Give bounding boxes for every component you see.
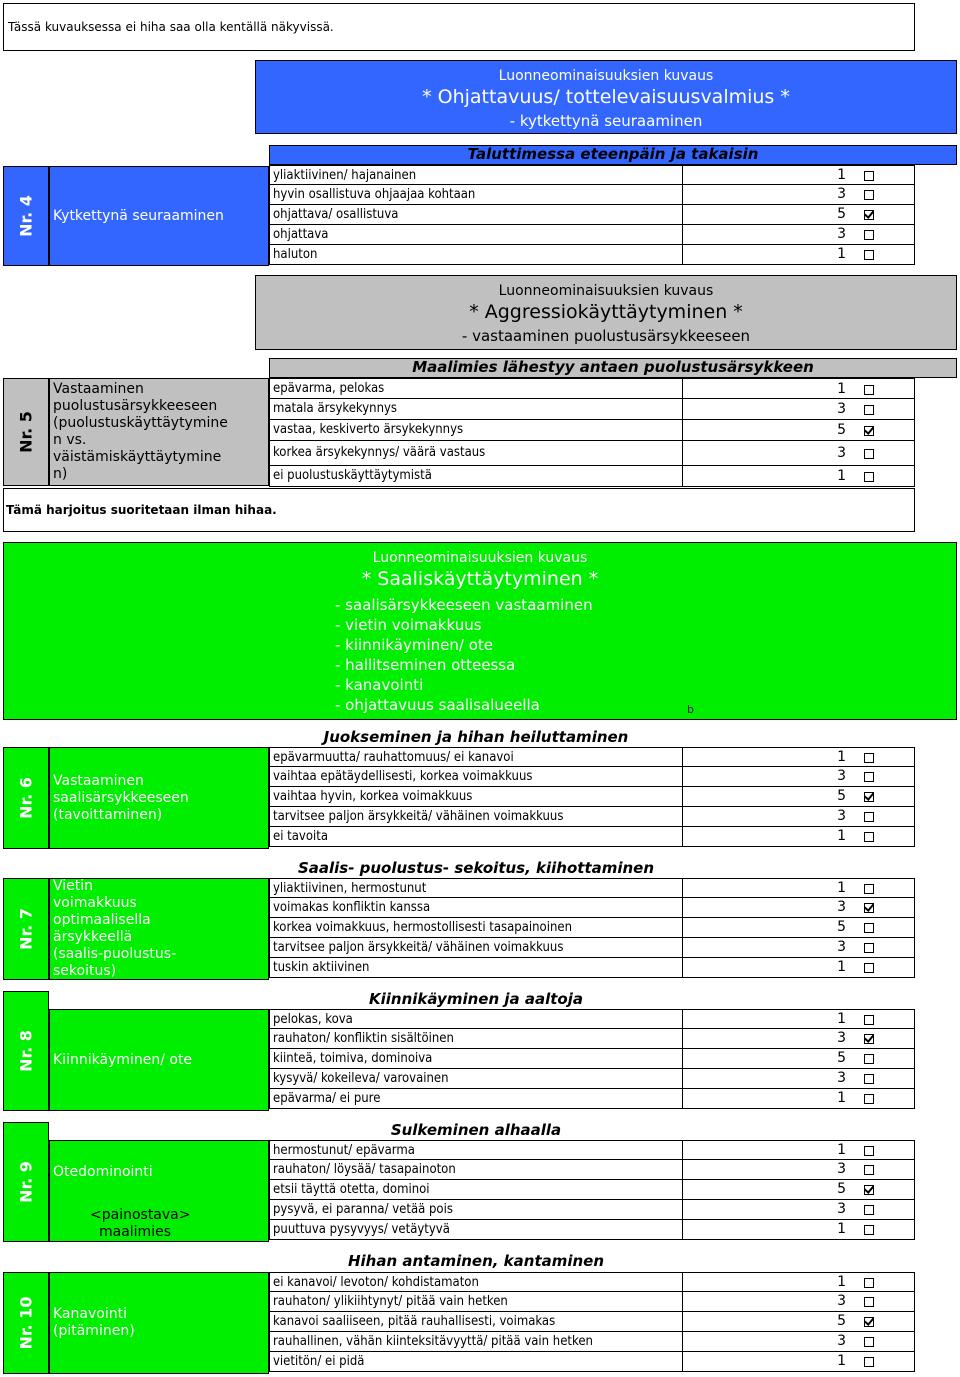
nr-9-box — [3, 1122, 49, 1242]
rating-score: 5 — [837, 1050, 846, 1066]
rating-row-text: matala ärsykekynnys — [269, 399, 683, 420]
rating-row-score-cell — [683, 1140, 915, 1160]
rating-row-score-cell — [683, 1009, 915, 1029]
rating-row-text: pysyvä, ei paranna/ vetää pois — [269, 1200, 683, 1220]
rating-row-text: etsii täyttä otetta, dominoi — [269, 1180, 683, 1200]
rating-score: 1 — [837, 749, 846, 765]
rating-score: 3 — [837, 899, 846, 915]
section-6-title: Juokseminen ja hihan heiluttaminen — [323, 728, 629, 746]
rating-score: 1 — [837, 246, 846, 262]
rating-row-score-cell — [683, 466, 915, 487]
rating-row-text: pelokas, kova — [269, 1009, 683, 1029]
checkbox[interactable] — [864, 1278, 874, 1288]
rating-row-score-cell — [683, 1272, 915, 1292]
rating-row-text: tarvitsee paljon ärsykkeitä/ vähäinen voimakkuus — [269, 938, 683, 958]
rating-row-score-cell — [683, 938, 915, 958]
checkbox[interactable] — [864, 171, 874, 181]
banner-heading: Luonneominaisuuksien kuvaus — [498, 68, 714, 84]
rating-row-score-cell — [683, 378, 915, 399]
checked-checkbox[interactable] — [864, 903, 874, 913]
rating-score: 1 — [837, 959, 846, 975]
checkbox[interactable] — [864, 250, 874, 260]
checkbox[interactable] — [864, 943, 874, 953]
rating-score: 3 — [837, 1293, 846, 1309]
rating-row-text: rauhaton/ löysää/ tasapainoton — [269, 1160, 683, 1180]
rating-row-text: kanavoi saaliiseen, pitää rauhallisesti, voimakas — [269, 1312, 683, 1332]
rating-score: 3 — [837, 768, 846, 784]
rating-row-text: epävarma, pelokas — [269, 378, 683, 399]
rating-row-score-cell — [683, 878, 915, 898]
rating-score: 1 — [837, 468, 846, 484]
checked-checkbox[interactable] — [864, 1317, 874, 1327]
rating-row-text: vastaa, keskiverto ärsykekynnys — [269, 420, 683, 441]
category-8-label: Kiinnikäyminen/ ote — [53, 1051, 193, 1068]
rating-score: 3 — [837, 939, 846, 955]
section-9-title: Sulkeminen alhaalla — [390, 1121, 562, 1139]
rating-row-text: yliaktiivinen/ hajanainen — [269, 165, 683, 185]
rating-score: 1 — [837, 1221, 846, 1237]
category-7-box — [49, 878, 269, 980]
category-10-label: Kanavointi (pitäminen) — [53, 1306, 135, 1339]
rating-row-text: haluton — [269, 245, 683, 265]
rating-row-text: korkea voimakkuus, hermostollisesti tasapainoinen — [269, 918, 683, 938]
rating-row-score-cell — [683, 1352, 915, 1372]
checkbox[interactable] — [864, 1074, 874, 1084]
checkbox[interactable] — [864, 923, 874, 933]
checked-checkbox[interactable] — [864, 210, 874, 220]
banner-bullet: - hallitseminen otteessa — [335, 656, 516, 674]
checkbox[interactable] — [864, 1094, 874, 1104]
rating-row-text: tuskin aktiivinen — [269, 958, 683, 978]
banner-saalis — [3, 542, 957, 720]
category-4-box — [49, 166, 269, 266]
rating-score: 1 — [837, 828, 846, 844]
rating-row-score-cell — [683, 205, 915, 225]
rating-score: 3 — [837, 186, 846, 202]
rating-row-score-cell — [683, 245, 915, 265]
checkbox[interactable] — [864, 1357, 874, 1367]
rating-score: 5 — [837, 1181, 846, 1197]
category-9-box — [49, 1140, 269, 1242]
rating-row-text: epävarmuutta/ rauhattomuus/ ei kanavoi — [269, 747, 683, 767]
checkbox[interactable] — [864, 1337, 874, 1347]
rating-row-text: vaihtaa epätäydellisesti, korkea voimakkuus — [269, 767, 683, 787]
rating-row-text: rauhaton/ konfliktin sisältöinen — [269, 1029, 683, 1049]
category-5-label: Vastaaminen puolustusärsykkeeseen (puolustuskäyttäytymine n vs. väistämiskäyttäytymine n) — [53, 381, 228, 482]
checkbox[interactable] — [864, 1054, 874, 1064]
rating-row-text: tarvitsee paljon ärsykkeitä/ vähäinen voimakkuus — [269, 807, 683, 827]
rating-score: 1 — [837, 1142, 846, 1158]
rating-row-score-cell — [683, 441, 915, 466]
category-8-box — [49, 1009, 269, 1111]
nr-5-box — [3, 378, 49, 486]
rating-row-score-cell — [683, 1312, 915, 1332]
rating-row-score-cell — [683, 1292, 915, 1312]
banner-ohjattavuus — [255, 60, 957, 134]
banner-bullet: - kytkettynä seuraaminen — [509, 112, 703, 130]
rating-score: 3 — [837, 401, 846, 417]
rating-row-text: rauhaton/ ylikiihtynyt/ pitää vain hetken — [269, 1292, 683, 1312]
banner-heading: Luonneominaisuuksien kuvaus — [498, 283, 714, 299]
checkbox[interactable] — [864, 449, 874, 459]
top-note — [3, 3, 915, 51]
rating-score: 3 — [837, 808, 846, 824]
rating-row-score-cell — [683, 185, 915, 205]
checkbox[interactable] — [864, 472, 874, 482]
rating-score: 1 — [837, 1353, 846, 1369]
section-7-title: Saalis- puolustus- sekoitus, kiihottaminen — [297, 859, 655, 877]
checkbox[interactable] — [864, 884, 874, 894]
checked-checkbox[interactable] — [864, 426, 874, 436]
rating-score: 3 — [837, 445, 846, 461]
rating-score: 3 — [837, 1333, 846, 1349]
category-7-label: Vietin voimakkuus optimaalisella ärsykkeellä (saalis-puolustus-sekoitus) — [53, 878, 177, 979]
rating-row-score-cell — [683, 420, 915, 441]
rating-row-text: kysyvä/ kokeileva/ varovainen — [269, 1069, 683, 1089]
banner-heading: Luonneominaisuuksien kuvaus — [372, 550, 588, 566]
rating-row-score-cell — [683, 958, 915, 978]
nr-5-label: Nr. 5 — [16, 411, 36, 453]
rating-row-score-cell — [683, 1220, 915, 1240]
rating-row-text: ohjattava/ osallistuva — [269, 205, 683, 225]
checked-checkbox[interactable] — [864, 1034, 874, 1044]
checkbox[interactable] — [864, 230, 874, 240]
category-10-box — [49, 1272, 269, 1374]
rating-score: 1 — [837, 880, 846, 896]
rating-row-text: ohjattava — [269, 225, 683, 245]
checkbox[interactable] — [864, 190, 874, 200]
rating-row-score-cell — [683, 1089, 915, 1109]
rating-row-score-cell — [683, 1160, 915, 1180]
checkbox[interactable] — [864, 385, 874, 395]
rating-score: 5 — [837, 788, 846, 804]
checkbox[interactable] — [864, 1015, 874, 1025]
banner-bullet: - kiinnikäyminen/ ote — [335, 636, 494, 654]
category-6-box — [49, 747, 269, 849]
rating-row-score-cell — [683, 1200, 915, 1220]
rating-row-score-cell — [683, 827, 915, 847]
rating-score: 5 — [837, 919, 846, 935]
rating-score: 1 — [837, 167, 846, 183]
nr-10-label: Nr. 10 — [16, 1296, 36, 1350]
nr-6-box — [3, 747, 49, 849]
checkbox[interactable] — [864, 812, 874, 822]
checkbox[interactable] — [864, 753, 874, 763]
rating-score: 3 — [837, 226, 846, 242]
rating-row-score-cell — [683, 1049, 915, 1069]
rating-row-text: hermostunut/ epävarma — [269, 1140, 683, 1160]
rating-row-score-cell — [683, 225, 915, 245]
rating-row-score-cell — [683, 787, 915, 807]
top-note-text: Tässä kuvauksessa ei hiha saa olla kentällä näkyvissä. — [8, 20, 334, 34]
banner-bullet: - vastaaminen puolustusärsykkeeseen — [461, 327, 751, 345]
checkbox[interactable] — [864, 1165, 874, 1175]
rating-score: 5 — [837, 1313, 846, 1329]
banner-title: * Ohjattavuus/ tottelevaisuusvalmius * — [422, 86, 790, 108]
rating-row-text: rauhallinen, vähän kiinteksitävyyttä/ pitää vain hetken — [269, 1332, 683, 1352]
rating-row-text: korkea ärsykekynnys/ väärä vastaus — [269, 441, 683, 466]
rating-score: 1 — [837, 1274, 846, 1290]
banner-title: * Aggressiokäyttäytyminen * — [469, 301, 743, 323]
category-4-label: Kytkettynä seuraaminen — [53, 207, 224, 224]
rating-row-score-cell — [683, 399, 915, 420]
nr-9-label: Nr. 9 — [16, 1161, 36, 1203]
rating-row-text: hyvin osallistuva ohjaajaa kohtaan — [269, 185, 683, 205]
rating-row-text: vietitön/ ei pidä — [269, 1352, 683, 1372]
checkbox[interactable] — [864, 1297, 874, 1307]
checked-checkbox[interactable] — [864, 1185, 874, 1195]
b-mark: b — [687, 703, 694, 716]
rating-score: 3 — [837, 1030, 846, 1046]
mid-note — [3, 488, 915, 532]
category-9-sublabel: <painostava> maalimies — [90, 1207, 191, 1240]
banner-aggressio — [255, 275, 957, 350]
category-9-label: Otedominointi — [53, 1164, 153, 1180]
banner-title: * Saaliskäyttäytyminen * — [361, 568, 599, 590]
rating-row-score-cell — [683, 1029, 915, 1049]
rating-row-score-cell — [683, 1332, 915, 1352]
rating-row-score-cell — [683, 747, 915, 767]
checkbox[interactable] — [864, 1146, 874, 1156]
category-5-box — [49, 378, 269, 486]
rating-score: 3 — [837, 1161, 846, 1177]
rating-score: 1 — [837, 381, 846, 397]
nr-7-box — [3, 878, 49, 980]
checkbox[interactable] — [864, 405, 874, 415]
category-6-label: Vastaaminen saalisärsykkeeseen (tavoittaminen) — [53, 772, 189, 823]
checkbox[interactable] — [864, 1205, 874, 1215]
rating-row-text: epävarma/ ei pure — [269, 1089, 683, 1109]
rating-row-score-cell — [683, 807, 915, 827]
rating-row-text: ei puolustuskäyttäytymistä — [269, 466, 683, 487]
checkbox[interactable] — [864, 963, 874, 973]
nr-10-box — [3, 1272, 49, 1374]
nr-8-label: Nr. 8 — [16, 1030, 36, 1072]
rating-row-score-cell — [683, 767, 915, 787]
banner-bullet: - saalisärsykkeeseen vastaaminen — [335, 596, 593, 614]
nr-8-box — [3, 991, 49, 1111]
banner-bullet: - kanavointi — [335, 676, 424, 694]
rating-row-text: yliaktiivinen, hermostunut — [269, 878, 683, 898]
nr-4-box — [3, 166, 49, 266]
checkbox[interactable] — [864, 772, 874, 782]
section-8-title: Kiinnikäyminen ja aaltoja — [369, 990, 583, 1008]
checked-checkbox[interactable] — [864, 792, 874, 802]
nr-7-label: Nr. 7 — [16, 908, 36, 950]
nr-4-label: Nr. 4 — [16, 195, 36, 237]
rating-row-text: kiinteä, toimiva, dominoiva — [269, 1049, 683, 1069]
rating-score: 1 — [837, 1011, 846, 1027]
rating-row-text: ei kanavoi/ levoton/ kohdistamaton — [269, 1272, 683, 1292]
rating-score: 3 — [837, 1201, 846, 1217]
rating-row-text: vaihtaa hyvin, korkea voimakkuus — [269, 787, 683, 807]
checkbox[interactable] — [864, 832, 874, 842]
mid-note-text: Tämä harjoitus suoritetaan ilman hihaa. — [6, 503, 277, 517]
checkbox[interactable] — [864, 1225, 874, 1235]
rating-row-text: voimakas konfliktin kanssa — [269, 898, 683, 918]
rating-row-score-cell — [683, 898, 915, 918]
rating-row-score-cell — [683, 918, 915, 938]
rating-row-text: puuttuva pysyvyys/ vetäytyvä — [269, 1220, 683, 1240]
nr-6-label: Nr. 6 — [16, 777, 36, 819]
rating-row-score-cell — [683, 165, 915, 185]
rating-row-text: ei tavoita — [269, 827, 683, 847]
rating-score: 1 — [837, 1090, 846, 1106]
banner-bullet: - vietin voimakkuus — [335, 616, 482, 634]
section-10-title: Hihan antaminen, kantaminen — [347, 1252, 605, 1270]
banner-bullet: - ohjattavuus saalisalueella — [335, 696, 540, 714]
rating-score: 5 — [837, 422, 846, 438]
section-4-title: Taluttimessa eteenpäin ja takaisin — [269, 145, 957, 165]
section-5-title: Maalimies lähestyy antaen puolustusärsykkeen — [269, 358, 957, 378]
rating-row-score-cell — [683, 1069, 915, 1089]
rating-row-score-cell — [683, 1180, 915, 1200]
banner-bullets — [335, 595, 956, 715]
rating-score: 5 — [837, 206, 846, 222]
rating-score: 3 — [837, 1070, 846, 1086]
